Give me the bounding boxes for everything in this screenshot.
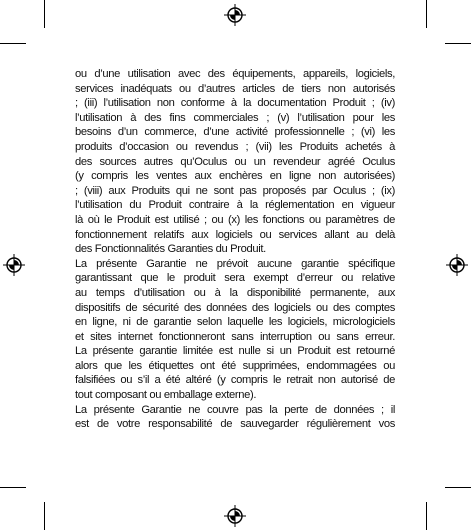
crop-mark-right-top [445,43,471,44]
crop-mark-left-top [0,43,26,44]
text-line: en ligne, ni de garantie selon laquelle les logiciels, micrologiciels [75,316,395,329]
text-line: ; (iii) l’utilisation non conforme à la documentation Produit ; (iv) [75,97,395,110]
paragraph [75,344,395,402]
text-line: La présente garantie limitée est nulle si un Produit est retourné [75,345,395,358]
text-line: La présente Garantie ne couvre pas la perte de données ; il [75,403,395,416]
crop-mark-bottom-left [44,502,45,530]
text-line: (y compris les ventes aux enchères en ligne non autorisées) [75,170,395,183]
registration-mark-left [3,254,25,276]
registration-mark-right [446,254,468,276]
text-line: au temps d’utilisation ou à la disponibilité permanente, aux [75,286,395,299]
text-line: ; (viii) aux Produits qui ne sont pas proposés par Oculus ; (ix) [75,184,395,197]
text-line: falsifiées ou s’il a été altéré (y compris le retrait non autorisé de [75,374,395,387]
text-line: l’utilisation à des fins commerciales ; (v) l’utilisation pour les [75,111,395,124]
text-line: des Fonctionnalités Garanties du Produit. [75,243,266,256]
crop-mark-left-bottom [0,487,26,488]
paragraph [75,403,395,432]
crop-mark-top-right [426,0,427,28]
text-line: des sources autres qu’Oculus ou un revendeur agréé Oculus [75,155,395,168]
registration-mark-bottom [224,505,246,527]
crop-mark-right-bottom [445,487,471,488]
text-line: est de votre responsabilité de sauvegarder régulièrement vos [75,418,395,431]
warranty-text [75,67,395,432]
text-line: produits d’occasion ou revendus ; (vii) les Produits achetés à [75,140,395,153]
text-line: ou d’une utilisation avec des équipements, appareils, logiciels, [75,68,395,80]
text-line: l’utilisation du Produit contraire à la réglementation en vigueur [75,199,395,212]
paragraph [75,257,395,345]
text-line: besoins d’un commerce, d’une activité professionnelle ; (vi) les [75,126,395,139]
text-line: là où le Produit est utilisé ; ou (x) les fonctions ou paramètres de [75,213,395,226]
crop-mark-bottom-right [426,502,427,530]
text-line: garantissant que le produit sera exempt d’erreur ou relative [75,272,395,285]
crop-mark-top-left [44,0,45,28]
text-line: alors que les étiquettes ont été supprimées, endommagées ou [75,359,395,372]
text-line: fonctionnement relatifs aux logiciels ou services allant au delà [75,228,395,241]
paragraph [75,67,395,257]
text-line: tout composant ou emballage externe). [75,389,257,402]
text-line: La présente Garantie ne prévoit aucune garantie spécifique [75,257,395,270]
registration-mark-top [224,4,246,26]
text-line: et sites internet fonctionneront sans interruption ou sans erreur. [75,330,395,343]
text-line: services inadéquats ou d’autres articles de tiers non autorisés [75,82,395,95]
text-line: dispositifs de sécurité des données des logiciels ou des comptes [75,301,395,314]
